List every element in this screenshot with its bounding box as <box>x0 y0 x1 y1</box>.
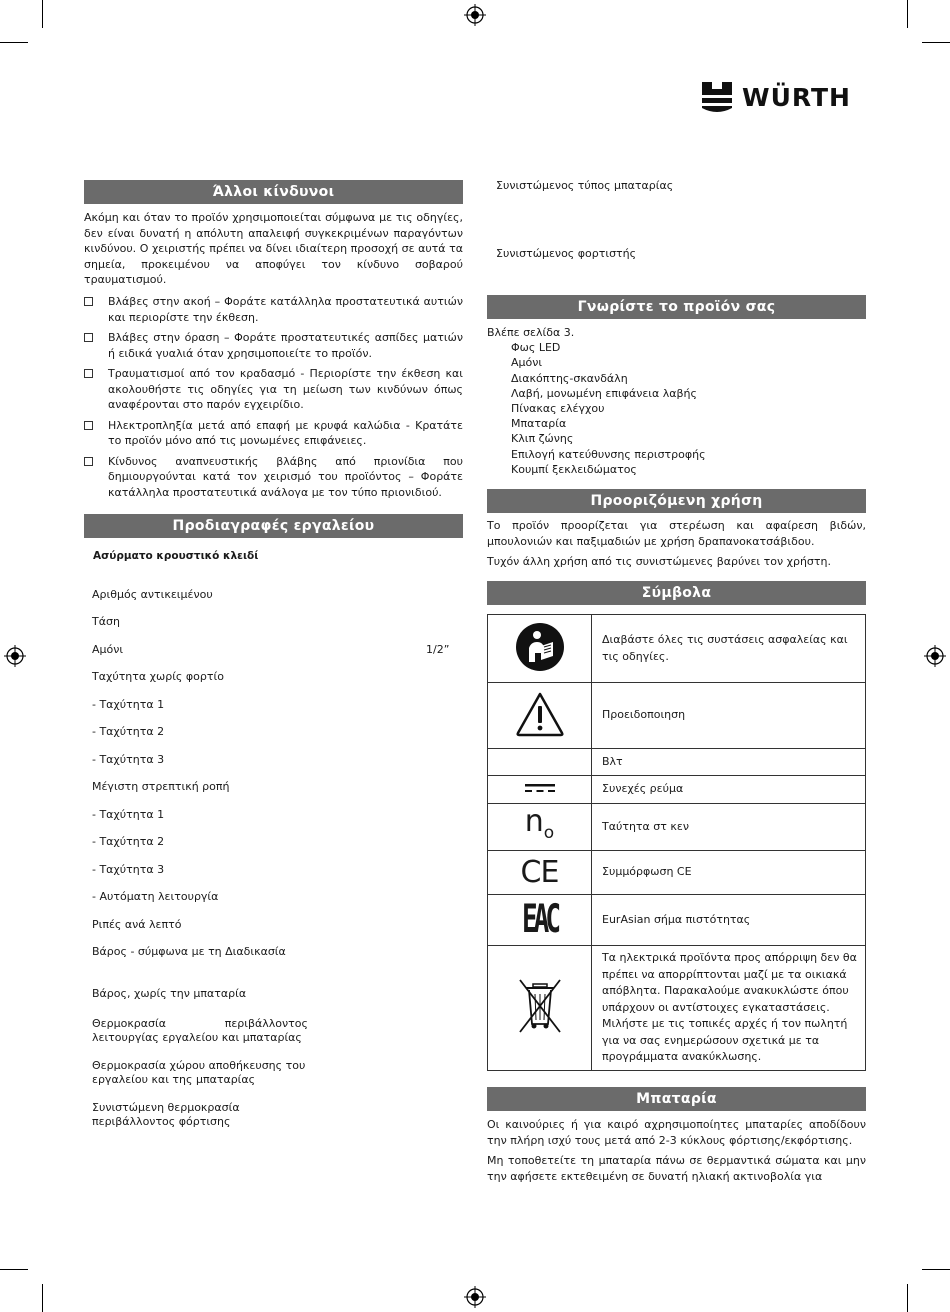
table-row <box>488 776 866 804</box>
spec-label: Θερμοκρασία χώρου αποθήκευσης του εργαλείου και της μπαταρίας <box>92 1059 306 1086</box>
heading-know-product: Γνωρίστε το προϊόν σας <box>487 295 866 319</box>
spec-label: - Ταχύτητα 2 <box>92 725 165 738</box>
symbol-text: Προειδοποιηση <box>592 683 866 749</box>
intended-use-p2: Τυχόν άλλη χρήση από τις συνιστώμενες βαρύνει τον χρήστη. <box>487 555 831 568</box>
list-item: Τραυματισμοί από τον κραδασμό - Περιορίστε την έκθεση και ακολουθήστε τις οδηγίες για τη μείωση των κινδύνων όπως αναφέρονται στο παρόν εγχειρίδιο. <box>84 366 463 413</box>
checkbox-icon <box>84 369 93 378</box>
registration-mark-icon <box>464 4 486 26</box>
list-item: Κουμπί ξεκλειδώματος <box>511 462 637 476</box>
see-page-text: Βλέπε σελίδα 3. <box>487 326 575 339</box>
crop-mark <box>907 0 908 28</box>
ce-mark-icon: CE <box>520 855 559 890</box>
crop-mark <box>42 1284 43 1312</box>
crop-mark <box>922 1269 950 1270</box>
heading-battery: Μπαταρία <box>487 1087 866 1111</box>
heading-other-risks: Άλλοι κίνδυνοι <box>84 180 463 204</box>
spec-label: Αριθμός αντικειμένου <box>92 588 213 601</box>
crop-mark <box>907 1284 908 1312</box>
crop-mark <box>922 42 950 43</box>
table-row <box>488 683 866 749</box>
spec-label: - Αυτόματη λειτουργία <box>92 890 219 903</box>
spec-label: Συνιστώμενη θερμοκρασία περιβάλλοντος φόρτισης <box>92 1101 240 1128</box>
list-item: Λαβή, μονωμένη επιφάνεια λαβής <box>511 386 697 400</box>
battery-p2: Μη τοποθετείτε τη μπαταρία πάνω σε θερμαντικά σώματα και μην την αφήσετε εκτεθειμένη σε δυνατή ηλιακή ακτινοβολία για <box>487 1154 866 1183</box>
no-load-speed-icon: $n_o$ <box>524 803 555 843</box>
list-item: Διακόπτης-σκανδάλη <box>511 371 628 385</box>
checkbox-icon <box>84 421 93 430</box>
registration-mark-icon <box>924 645 946 667</box>
checkbox-icon <box>84 457 93 466</box>
list-item: Πίνακας ελέγχου <box>511 402 605 416</box>
checkbox-icon <box>84 297 93 306</box>
spec-label: Μέγιστη στρεπτική ροπή <box>92 780 230 793</box>
other-risks-list <box>84 294 463 505</box>
list-item: Βλάβες στην όραση – Φοράτε προστατευτικές ασπίδες ματιών ή ειδικά γυαλιά όταν χρησιμοποιείτε το προϊόν. <box>84 330 463 361</box>
symbol-text: Τα ηλεκτρικά προϊόντα προς απόρριψη δεν θα πρέπει να απορρίπτονται μαζί με τα οικιακά απόβλητα. Παρακαλούμε ανακυκλώστε όπου υπάρχουν οι αντίστοιχες εγκαταστάσεις. Μιλήστε με τις τοπικές αρχές ή τον πωλητή για να σας ενημερώσουν σχετικά με τα προγράμματα ανακύκλωσης. <box>592 946 866 1071</box>
list-item: Ηλεκτροπληξία μετά από επαφή με κρυφά καλώδια - Κρατάτε το προϊόν μόνο από τις μονωμένες επιφάνειες. <box>84 418 463 449</box>
know-product-list <box>487 325 706 477</box>
spec-label: - Ταχύτητα 2 <box>92 835 165 848</box>
wurth-emblem-icon <box>700 80 734 114</box>
spec-label: - Ταχύτητα 1 <box>92 698 165 711</box>
spec-label: Ριπές ανά λεπτό <box>92 918 182 931</box>
symbol-text: EurAsian σήμα πιστότητας <box>592 895 866 946</box>
crop-mark <box>42 0 43 28</box>
warning-triangle-icon <box>515 691 565 737</box>
spec-label: Βάρος, χωρίς την μπαταρία <box>92 987 247 1000</box>
spec-label: - Ταχύτητα 1 <box>92 808 165 821</box>
symbol-text: Βλτ <box>592 749 866 776</box>
list-item: Κλιπ ζώνης <box>511 432 574 446</box>
symbol-text: Διαβάστε όλες τις συστάσεις ασφαλείας και τις οδηγίες. <box>592 615 866 683</box>
table-row <box>488 804 866 851</box>
read-manual-icon <box>515 622 565 672</box>
list-item: Αμόνι <box>511 356 543 370</box>
symbols-table <box>487 614 866 1071</box>
logo-wordmark: WÜRTH <box>742 82 851 112</box>
spec-label: - Ταχύτητα 3 <box>92 863 165 876</box>
crop-mark <box>0 42 28 43</box>
spec-label: - Ταχύτητα 3 <box>92 753 165 766</box>
recommended-battery-label: Συνιστώμενος τύπος μπαταρίας <box>496 179 674 192</box>
table-row <box>488 749 866 776</box>
other-risks-intro: Ακόμη και όταν το προϊόν χρησιμοποιείται σύμφωνα με τις οδηγίες, δεν είναι δυνατή η απόλυτη απαλειφή συγκεκριμένων παραγόντων κινδύνου. Ο χειριστής πρέπει να δίνει ιδιαίτερη προσοχή σε αυτά τα σημεία, προκειμένου να αποφύγει τον κίνδυνο σοβαρού τραυματισμού. <box>84 211 463 286</box>
symbol-text: Ταύτητα στ κεν <box>592 804 866 851</box>
spec-label: Ταχύτητα χωρίς φορτίο <box>92 670 224 683</box>
heading-symbols: Σύμβολα <box>487 581 866 605</box>
intended-use-p1: Το προϊόν προορίζεται για στερέωση και αφαίρεση βιδών, μπουλονιών και παξιμαδιών με χρήση δραπανοκατσάβιδου. <box>487 519 866 548</box>
table-row <box>488 851 866 895</box>
table-row <box>488 946 866 1071</box>
recommended-charger-label: Συνιστώμενος φορτιστής <box>496 247 637 260</box>
symbol-text: Συμμόρφωση CE <box>592 851 866 895</box>
eac-mark-icon: EAC <box>522 897 557 943</box>
spec-label: Αμόνι <box>92 643 124 656</box>
registration-mark-icon <box>464 1286 486 1308</box>
table-row <box>488 615 866 683</box>
spec-label: Τάση <box>92 615 120 628</box>
heading-specs: Προδιαγραφές εργαλείου <box>84 514 463 538</box>
crop-mark <box>0 1269 28 1270</box>
list-item: Μπαταρία <box>511 417 567 431</box>
wurth-logo <box>700 80 851 114</box>
registration-mark-icon <box>4 645 26 667</box>
weee-bin-icon <box>518 978 562 1034</box>
heading-intended-use: Προοριζόμενη χρήση <box>487 489 866 513</box>
list-item: Βλάβες στην ακοή – Φοράτε κατάλληλα προστατευτικά αυτιών και περιορίστε την έκθεση. <box>84 294 463 325</box>
list-item: Επιλογή κατεύθυνσης περιστροφής <box>511 447 706 461</box>
spec-label: Θερμοκρασία περιβάλλοντος λειτουργίας εργαλείου και μπαταρίας <box>92 1017 308 1044</box>
symbol-text: Συνεχές ρεύμα <box>592 776 866 804</box>
list-item: Φως LED <box>511 341 561 355</box>
direct-current-icon <box>525 782 555 794</box>
table-row <box>488 895 866 946</box>
spec-label: Βάρος - σύμφωνα με τη Διαδικασία <box>92 945 286 958</box>
spec-value: 1/2” <box>426 643 450 656</box>
battery-p1: Οι καινούριες ή για καιρό αχρησιμοποίητες μπαταρίες αποδίδουν την πλήρη ισχύ τους μετά από 2-3 κύκλους φόρτισης/εκφόρτισης. <box>487 1118 866 1147</box>
list-item: Κίνδυνος αναπνευστικής βλάβης από πριονίδια που δημιουργούνται κατά τον χειρισμό του προϊόντος – Φοράτε κατάλληλα προστατευτικά ανάλογα με τον τύπο πριονιδιού. <box>84 454 463 501</box>
checkbox-icon <box>84 333 93 342</box>
specs-subtitle: Ασύρματο κρουστικό κλειδί <box>93 550 259 562</box>
